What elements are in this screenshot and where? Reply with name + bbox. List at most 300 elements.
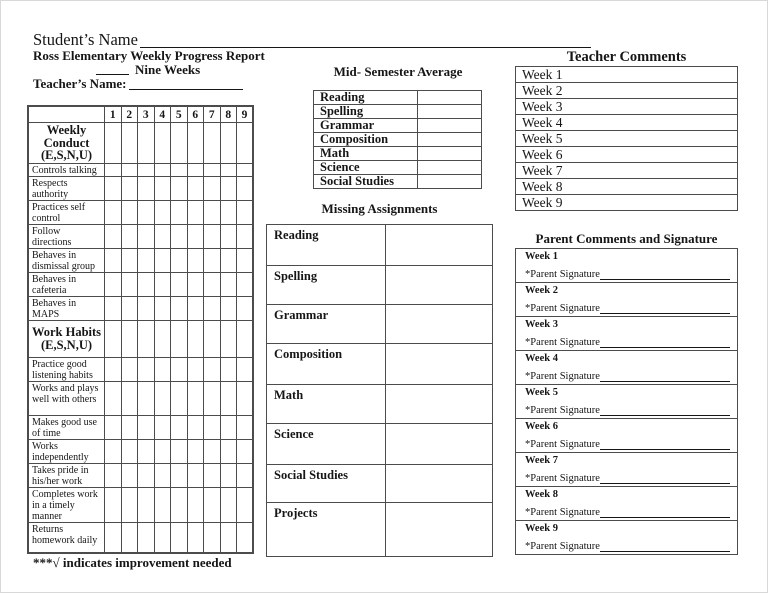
- student-name-label: Student’s Name: [33, 30, 138, 49]
- conduct-mark-cell: [237, 163, 254, 176]
- conduct-mark-cell: [204, 248, 221, 272]
- parent-comment-week: Week 6: [525, 421, 558, 432]
- conduct-row-label: Returns homework daily: [28, 522, 105, 553]
- conduct-mark-cell: [187, 248, 204, 272]
- parent-comment-cell: [516, 521, 738, 555]
- conduct-mark-cell: [171, 320, 188, 357]
- teacher-comment-row: [516, 195, 738, 211]
- conduct-mark-cell: [121, 176, 138, 200]
- parent-comment-week: Week 4: [525, 353, 558, 364]
- mid-average-value-cell: [418, 133, 482, 147]
- conduct-row-label: Works independently: [28, 439, 105, 463]
- conduct-mark-cell: [187, 320, 204, 357]
- teacher-comment-week: Week 6: [516, 147, 738, 163]
- conduct-mark-cell: [204, 381, 221, 415]
- conduct-mark-cell: [171, 439, 188, 463]
- conduct-mark-cell: [187, 272, 204, 296]
- conduct-mark-cell: [220, 163, 237, 176]
- parent-comment-row: [516, 249, 738, 283]
- missing-assignment-row: [267, 225, 493, 266]
- missing-assignment-row: [267, 344, 493, 385]
- conduct-corner-cell: [28, 106, 105, 123]
- conduct-row: [28, 320, 253, 357]
- conduct-mark-cell: [220, 415, 237, 439]
- conduct-row: [28, 296, 253, 320]
- conduct-mark-cell: [187, 163, 204, 176]
- conduct-mark-cell: [220, 357, 237, 381]
- conduct-row: [28, 522, 253, 553]
- conduct-mark-cell: [237, 123, 254, 164]
- conduct-mark-cell: [171, 381, 188, 415]
- missing-assignment-value-cell: [386, 424, 493, 465]
- nine-weeks-row: [33, 63, 263, 77]
- student-name-row: [33, 31, 591, 49]
- mid-average-row: [314, 147, 482, 161]
- conduct-mark-cell: [187, 522, 204, 553]
- conduct-mark-cell: [237, 415, 254, 439]
- conduct-row: [28, 415, 253, 439]
- conduct-mark-cell: [187, 296, 204, 320]
- teacher-comment-row: [516, 147, 738, 163]
- conduct-mark-cell: [154, 522, 171, 553]
- conduct-row: [28, 357, 253, 381]
- conduct-mark-cell: [187, 415, 204, 439]
- conduct-mark-cell: [220, 381, 237, 415]
- teacher-comment-row: [516, 163, 738, 179]
- missing-assignment-value-cell: [386, 385, 493, 424]
- conduct-mark-cell: [220, 200, 237, 224]
- conduct-mark-cell: [105, 415, 122, 439]
- missing-assignment-subject: Social Studies: [267, 465, 386, 503]
- conduct-mark-cell: [121, 487, 138, 522]
- missing-assignment-value-cell: [386, 305, 493, 344]
- conduct-mark-cell: [237, 381, 254, 415]
- conduct-mark-cell: [105, 522, 122, 553]
- nine-weeks-blank-line: [96, 63, 129, 75]
- conduct-mark-cell: [138, 357, 155, 381]
- parent-comments-table: [515, 248, 738, 555]
- parent-comment-row: [516, 487, 738, 521]
- parent-signature-row: [525, 303, 730, 315]
- mid-average-row: [314, 105, 482, 119]
- conduct-mark-cell: [220, 320, 237, 357]
- conduct-row-label: Follow directions: [28, 224, 105, 248]
- conduct-section-header: Weekly Conduct (E,S,N,U): [28, 123, 105, 164]
- parent-comment-cell: [516, 351, 738, 385]
- parent-comment-row: [516, 453, 738, 487]
- missing-assignment-subject: Reading: [267, 225, 386, 266]
- conduct-header-row: [28, 106, 253, 123]
- conduct-mark-cell: [171, 163, 188, 176]
- conduct-mark-cell: [171, 248, 188, 272]
- conduct-mark-cell: [171, 357, 188, 381]
- conduct-mark-cell: [220, 487, 237, 522]
- parent-signature-row: [525, 541, 730, 553]
- mid-average-value-cell: [418, 147, 482, 161]
- missing-assignment-subject: Spelling: [267, 266, 386, 305]
- conduct-week-number: 5: [171, 106, 188, 123]
- mid-average-subject: Spelling: [314, 105, 418, 119]
- parent-signature-row: [525, 473, 730, 485]
- parent-signature-label: *Parent Signature: [525, 269, 600, 280]
- conduct-mark-cell: [105, 381, 122, 415]
- conduct-mark-cell: [138, 522, 155, 553]
- conduct-mark-cell: [154, 272, 171, 296]
- mid-average-value-cell: [418, 175, 482, 189]
- missing-assignment-value-cell: [386, 266, 493, 305]
- conduct-mark-cell: [220, 272, 237, 296]
- missing-assignment-value-cell: [386, 344, 493, 385]
- conduct-row-label: Practices self control: [28, 200, 105, 224]
- mid-average-row: [314, 91, 482, 105]
- conduct-row-label: Respects authority: [28, 176, 105, 200]
- missing-assignments-table: [266, 224, 493, 557]
- conduct-mark-cell: [105, 357, 122, 381]
- parent-signature-row: [525, 405, 730, 417]
- conduct-mark-cell: [204, 463, 221, 487]
- mid-average-subject: Grammar: [314, 119, 418, 133]
- teacher-comment-row: [516, 67, 738, 83]
- parent-comment-cell: [516, 419, 738, 453]
- conduct-mark-cell: [204, 522, 221, 553]
- conduct-mark-cell: [237, 224, 254, 248]
- teacher-comment-row: [516, 179, 738, 195]
- conduct-row: [28, 272, 253, 296]
- conduct-row: [28, 163, 253, 176]
- conduct-mark-cell: [121, 439, 138, 463]
- student-name-blank-line: [140, 31, 591, 48]
- teacher-name-row: [33, 77, 243, 91]
- conduct-mark-cell: [204, 163, 221, 176]
- conduct-mark-cell: [237, 357, 254, 381]
- mid-average-value-cell: [418, 91, 482, 105]
- conduct-mark-cell: [154, 296, 171, 320]
- parent-signature-row: [525, 337, 730, 349]
- parent-signature-blank-line: [600, 473, 730, 484]
- parent-signature-label: *Parent Signature: [525, 439, 600, 450]
- parent-signature-blank-line: [600, 303, 730, 314]
- conduct-mark-cell: [154, 320, 171, 357]
- missing-assignment-row: [267, 266, 493, 305]
- conduct-mark-cell: [237, 176, 254, 200]
- conduct-mark-cell: [138, 176, 155, 200]
- conduct-mark-cell: [204, 320, 221, 357]
- conduct-mark-cell: [220, 176, 237, 200]
- missing-assignment-subject: Grammar: [267, 305, 386, 344]
- mid-average-row: [314, 133, 482, 147]
- conduct-mark-cell: [220, 123, 237, 164]
- conduct-mark-cell: [121, 415, 138, 439]
- conduct-mark-cell: [121, 381, 138, 415]
- conduct-mark-cell: [105, 224, 122, 248]
- conduct-mark-cell: [154, 163, 171, 176]
- conduct-row-label: Practice good listening habits: [28, 357, 105, 381]
- missing-assignment-subject: Composition: [267, 344, 386, 385]
- conduct-mark-cell: [204, 487, 221, 522]
- teacher-comment-row: [516, 83, 738, 99]
- parent-comment-week: Week 2: [525, 285, 558, 296]
- conduct-mark-cell: [237, 463, 254, 487]
- parent-comment-cell: [516, 249, 738, 283]
- conduct-mark-cell: [187, 357, 204, 381]
- conduct-mark-cell: [204, 200, 221, 224]
- conduct-mark-cell: [187, 487, 204, 522]
- mid-average-subject: Science: [314, 161, 418, 175]
- teacher-comment-week: Week 4: [516, 115, 738, 131]
- conduct-mark-cell: [171, 200, 188, 224]
- conduct-mark-cell: [105, 487, 122, 522]
- parent-signature-blank-line: [600, 439, 730, 450]
- missing-assignment-value-cell: [386, 465, 493, 503]
- mid-average-value-cell: [418, 119, 482, 133]
- conduct-mark-cell: [237, 522, 254, 553]
- conduct-mark-cell: [154, 439, 171, 463]
- conduct-mark-cell: [154, 357, 171, 381]
- conduct-mark-cell: [154, 415, 171, 439]
- conduct-mark-cell: [220, 224, 237, 248]
- missing-assignment-row: [267, 465, 493, 503]
- teacher-name-blank-line: [129, 77, 244, 90]
- mid-average-subject: Reading: [314, 91, 418, 105]
- parent-comment-week: Week 7: [525, 455, 558, 466]
- conduct-week-number: 1: [105, 106, 122, 123]
- conduct-mark-cell: [204, 176, 221, 200]
- conduct-week-number: 3: [138, 106, 155, 123]
- parent-comment-row: [516, 385, 738, 419]
- mid-average-subject: Math: [314, 147, 418, 161]
- conduct-row: [28, 248, 253, 272]
- parent-signature-blank-line: [600, 405, 730, 416]
- conduct-mark-cell: [220, 522, 237, 553]
- mid-average-row: [314, 119, 482, 133]
- conduct-week-number: 2: [121, 106, 138, 123]
- missing-assignment-row: [267, 424, 493, 465]
- teacher-comment-week: Week 8: [516, 179, 738, 195]
- conduct-mark-cell: [138, 487, 155, 522]
- parent-comment-row: [516, 283, 738, 317]
- teacher-comment-week: Week 9: [516, 195, 738, 211]
- conduct-row-label: Controls talking: [28, 163, 105, 176]
- conduct-mark-cell: [204, 296, 221, 320]
- conduct-row: [28, 487, 253, 522]
- parent-signature-row: [525, 507, 730, 519]
- conduct-mark-cell: [138, 163, 155, 176]
- mid-average-subject: Social Studies: [314, 175, 418, 189]
- conduct-mark-cell: [154, 224, 171, 248]
- conduct-mark-cell: [220, 463, 237, 487]
- teacher-comment-week: Week 3: [516, 99, 738, 115]
- conduct-mark-cell: [171, 463, 188, 487]
- conduct-mark-cell: [105, 163, 122, 176]
- parent-signature-blank-line: [600, 269, 730, 280]
- conduct-mark-cell: [105, 176, 122, 200]
- conduct-mark-cell: [171, 487, 188, 522]
- conduct-row: [28, 381, 253, 415]
- teacher-comment-week: Week 2: [516, 83, 738, 99]
- conduct-mark-cell: [237, 296, 254, 320]
- conduct-row-label: Makes good use of time: [28, 415, 105, 439]
- conduct-mark-cell: [237, 439, 254, 463]
- conduct-mark-cell: [220, 248, 237, 272]
- conduct-mark-cell: [105, 248, 122, 272]
- conduct-mark-cell: [121, 224, 138, 248]
- parent-comment-week: Week 3: [525, 319, 558, 330]
- conduct-mark-cell: [154, 463, 171, 487]
- conduct-mark-cell: [187, 200, 204, 224]
- conduct-mark-cell: [138, 296, 155, 320]
- mid-semester-title: Mid- Semester Average: [333, 64, 463, 79]
- conduct-week-number: 9: [237, 106, 254, 123]
- conduct-mark-cell: [187, 439, 204, 463]
- mid-average-row: [314, 161, 482, 175]
- parent-comment-cell: [516, 317, 738, 351]
- conduct-mark-cell: [171, 224, 188, 248]
- conduct-mark-cell: [187, 176, 204, 200]
- missing-assignment-subject: Projects: [267, 503, 386, 557]
- conduct-mark-cell: [105, 123, 122, 164]
- conduct-mark-cell: [121, 248, 138, 272]
- conduct-mark-cell: [138, 123, 155, 164]
- mid-average-value-cell: [418, 161, 482, 175]
- conduct-mark-cell: [121, 357, 138, 381]
- conduct-section-header: Work Habits (E,S,N,U): [28, 320, 105, 357]
- conduct-mark-cell: [171, 415, 188, 439]
- conduct-mark-cell: [121, 320, 138, 357]
- conduct-table: [27, 105, 254, 554]
- conduct-week-number: 8: [220, 106, 237, 123]
- conduct-mark-cell: [171, 176, 188, 200]
- conduct-mark-cell: [204, 224, 221, 248]
- teacher-comment-week: Week 7: [516, 163, 738, 179]
- parent-signature-label: *Parent Signature: [525, 507, 600, 518]
- parent-signature-blank-line: [600, 507, 730, 518]
- parent-signature-label: *Parent Signature: [525, 337, 600, 348]
- mid-average-row: [314, 175, 482, 189]
- conduct-mark-cell: [138, 248, 155, 272]
- conduct-mark-cell: [121, 463, 138, 487]
- conduct-mark-cell: [138, 272, 155, 296]
- conduct-mark-cell: [204, 439, 221, 463]
- conduct-mark-cell: [237, 248, 254, 272]
- mid-average-subject: Composition: [314, 133, 418, 147]
- parent-comment-row: [516, 521, 738, 555]
- teacher-comment-row: [516, 115, 738, 131]
- conduct-mark-cell: [121, 272, 138, 296]
- conduct-mark-cell: [237, 200, 254, 224]
- mid-average-value-cell: [418, 105, 482, 119]
- parent-signature-label: *Parent Signature: [525, 405, 600, 416]
- conduct-mark-cell: [121, 522, 138, 553]
- conduct-mark-cell: [105, 320, 122, 357]
- conduct-mark-cell: [171, 272, 188, 296]
- conduct-mark-cell: [220, 439, 237, 463]
- parent-comment-week: Week 1: [525, 251, 558, 262]
- parent-comment-row: [516, 419, 738, 453]
- conduct-row: [28, 224, 253, 248]
- conduct-mark-cell: [187, 123, 204, 164]
- conduct-row: [28, 200, 253, 224]
- conduct-mark-cell: [105, 272, 122, 296]
- missing-assignment-value-cell: [386, 503, 493, 557]
- conduct-mark-cell: [171, 123, 188, 164]
- conduct-mark-cell: [237, 487, 254, 522]
- conduct-mark-cell: [154, 487, 171, 522]
- nine-weeks-label: Nine Weeks: [135, 62, 201, 77]
- conduct-mark-cell: [138, 463, 155, 487]
- parent-signature-row: [525, 269, 730, 281]
- conduct-row-label: Takes pride in his/her work: [28, 463, 105, 487]
- conduct-mark-cell: [204, 357, 221, 381]
- conduct-mark-cell: [237, 320, 254, 357]
- parent-comment-row: [516, 351, 738, 385]
- parent-comment-week: Week 8: [525, 489, 558, 500]
- parent-comments-title: Parent Comments and Signature: [535, 231, 718, 246]
- conduct-row-label: Behaves in cafeteria: [28, 272, 105, 296]
- conduct-row-label: Behaves in MAPS: [28, 296, 105, 320]
- teacher-comment-row: [516, 99, 738, 115]
- missing-assignment-row: [267, 305, 493, 344]
- conduct-mark-cell: [138, 381, 155, 415]
- conduct-mark-cell: [121, 296, 138, 320]
- parent-comment-cell: [516, 487, 738, 521]
- conduct-mark-cell: [105, 439, 122, 463]
- conduct-row: [28, 439, 253, 463]
- missing-assignment-value-cell: [386, 225, 493, 266]
- conduct-row: [28, 123, 253, 164]
- conduct-mark-cell: [171, 296, 188, 320]
- conduct-mark-cell: [187, 381, 204, 415]
- improvement-footnote: ***√ indicates improvement needed: [33, 555, 232, 570]
- conduct-mark-cell: [138, 224, 155, 248]
- conduct-mark-cell: [187, 463, 204, 487]
- conduct-row-label: Completes work in a timely manner: [28, 487, 105, 522]
- conduct-mark-cell: [154, 381, 171, 415]
- conduct-mark-cell: [105, 296, 122, 320]
- teacher-comment-row: [516, 131, 738, 147]
- conduct-mark-cell: [204, 123, 221, 164]
- missing-assignment-row: [267, 503, 493, 557]
- parent-signature-label: *Parent Signature: [525, 473, 600, 484]
- conduct-mark-cell: [138, 439, 155, 463]
- parent-signature-label: *Parent Signature: [525, 541, 600, 552]
- parent-signature-row: [525, 439, 730, 451]
- conduct-week-number: 6: [187, 106, 204, 123]
- mid-semester-table: [313, 90, 482, 189]
- missing-assignment-subject: Math: [267, 385, 386, 424]
- parent-comment-week: Week 9: [525, 523, 558, 534]
- teacher-comment-week: Week 1: [516, 67, 738, 83]
- conduct-row: [28, 176, 253, 200]
- conduct-row-label: Behaves in dismissal group: [28, 248, 105, 272]
- teacher-comment-week: Week 5: [516, 131, 738, 147]
- parent-comment-week: Week 5: [525, 387, 558, 398]
- conduct-mark-cell: [138, 415, 155, 439]
- conduct-mark-cell: [237, 272, 254, 296]
- parent-signature-label: *Parent Signature: [525, 371, 600, 382]
- conduct-mark-cell: [154, 123, 171, 164]
- conduct-row-label: Works and plays well with others: [28, 381, 105, 415]
- teacher-comments-table: [515, 66, 738, 211]
- conduct-mark-cell: [105, 200, 122, 224]
- parent-signature-label: *Parent Signature: [525, 303, 600, 314]
- conduct-mark-cell: [121, 123, 138, 164]
- parent-comment-cell: [516, 453, 738, 487]
- parent-signature-blank-line: [600, 337, 730, 348]
- conduct-mark-cell: [121, 163, 138, 176]
- parent-signature-row: [525, 371, 730, 383]
- conduct-mark-cell: [138, 320, 155, 357]
- conduct-mark-cell: [171, 522, 188, 553]
